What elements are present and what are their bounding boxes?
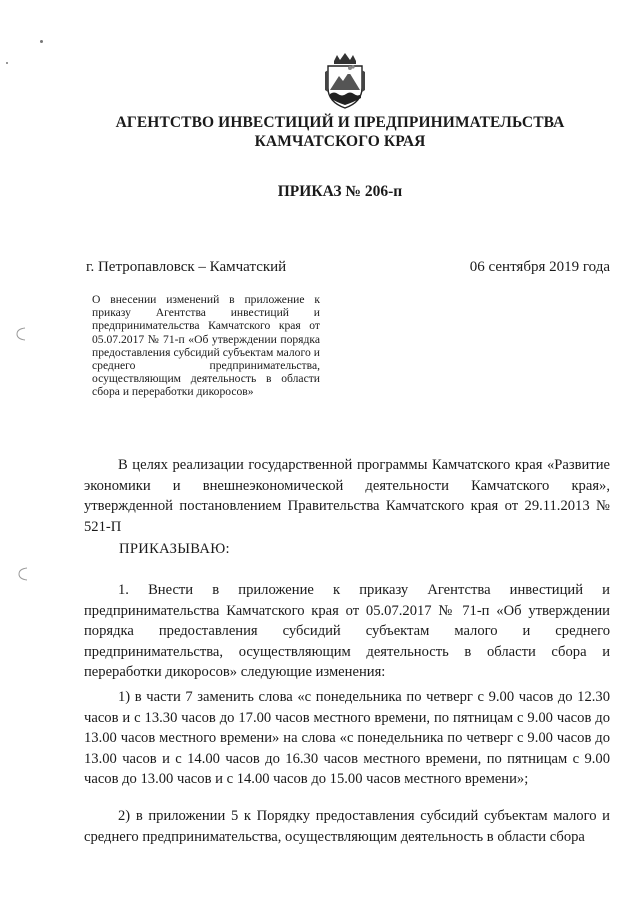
item-1-paragraph: 1. Внести в приложение к приказу Агентства инвестиций и предпринимательства Камчатского края от 05.07.2017 № 71-п «Об утверждении порядка предоставления субсидий субъектам малого и среднего предпринимательства, осуществляющим деятельность в области сбора и переработки дикоросов» следующие изменения: bbox=[84, 582, 610, 681]
prikazyvayu-heading: ПРИКАЗЫВАЮ: bbox=[119, 541, 230, 557]
city-label: г. Петропавловск – Камчатский bbox=[86, 259, 287, 275]
order-title: ПРИКАЗ № 206-п bbox=[277, 183, 403, 200]
order-date: 06 сентября 2019 года bbox=[469, 259, 610, 275]
agency-name bbox=[60, 113, 620, 151]
scan-speck bbox=[40, 40, 43, 43]
order-subject: О внесении изменений в приложение к приказу Агентства инвестиций и предпринимательства Камчатского края от 05.07.2017 № 71-п «Об утверждении порядка предоставления субсидий субъектам малого и среднего предпринимательства, осуществляющим деятельность в области сбора и переработки дикоросов» bbox=[92, 293, 320, 399]
item-1-subitem-1: 1) в части 7 заменить слова «с понедельника по четверг с 9.00 часов до 12.30 часов и с 13.30 часов до 17.00 часов местного времени, по пятницам с 9.00 часов до 13.00 часов местного времени» на слова «с понедельника по четверг с 9.00 часов до 13.00 часов и с 14.00 часов до 16.30 часов местного времени, по пятницам с 9.00 часов до 13.00 часов и с 14.00 часов до 15.00 часов местного времени»; bbox=[84, 689, 610, 788]
kamchatka-coat-of-arms-icon bbox=[322, 52, 368, 110]
agency-name-line2: КАМЧАТСКОГО КРАЯ bbox=[254, 133, 426, 150]
agency-name-line1: АГЕНТСТВО ИНВЕСТИЦИЙ И ПРЕДПРИНИМАТЕЛЬСТВА bbox=[115, 114, 565, 131]
item-1-subitem-2: 2) в приложении 5 к Порядку предоставления субсидий субъектам малого и среднего предпринимательства, осуществляющим деятельность в области сбора bbox=[84, 808, 610, 845]
punch-hole-icon bbox=[16, 566, 30, 582]
intro-paragraph: В целях реализации государственной программы Камчатского края «Развитие экономики и внешнеэкономической деятельности Камчатского края», утвержденной постановлением Правительства Камчатского края от 29.11.2013 № 521-П bbox=[84, 457, 610, 535]
scan-speck bbox=[6, 62, 8, 64]
punch-hole-icon bbox=[14, 326, 28, 342]
